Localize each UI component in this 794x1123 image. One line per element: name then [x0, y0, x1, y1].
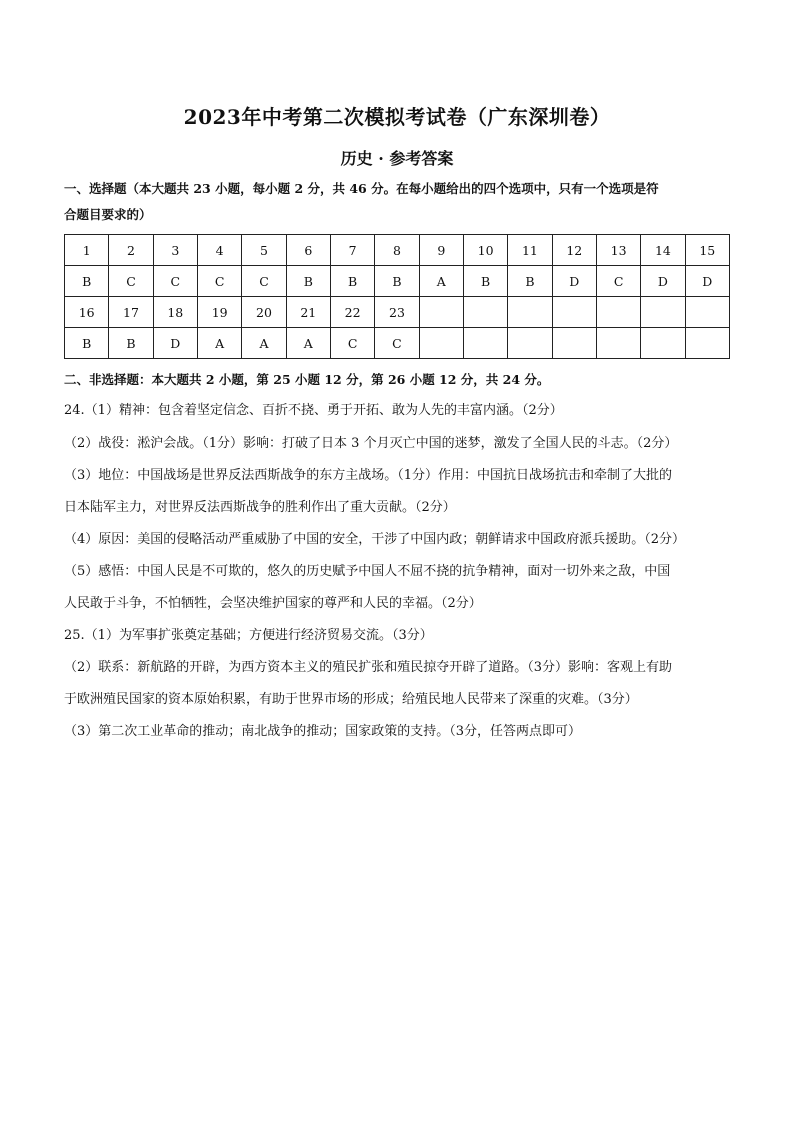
- question-number-cell: 22: [330, 297, 374, 328]
- answer-cell: B: [508, 266, 552, 297]
- question-number-cell: [685, 297, 729, 328]
- answer-cell: B: [109, 328, 153, 359]
- answer-line: 25.（1）为军事扩张奠定基础；方便进行经济贸易交流。（3分）: [64, 628, 433, 643]
- answer-row: [65, 328, 730, 359]
- answer-cell: [419, 328, 463, 359]
- answer-cell: B: [463, 266, 507, 297]
- question-number-cell: 1: [65, 235, 109, 266]
- answer-cell: D: [552, 266, 596, 297]
- answer-cell: [685, 328, 729, 359]
- question-number-cell: 7: [330, 235, 374, 266]
- answer-line: （5）感悟：中国人民是不可欺的，悠久的历史赋予中国人不屈不挠的抗争精神，面对一切外来之敌，中国: [64, 564, 671, 579]
- answer-cell: A: [197, 328, 241, 359]
- question-number-cell: 10: [463, 235, 507, 266]
- question-number-cell: [508, 297, 552, 328]
- question-number-cell: 11: [508, 235, 552, 266]
- answer-line: （2）联系：新航路的开辟，为西方资本主义的殖民扩张和殖民掠夺开辟了道路。（3分）影响：客观上有助: [64, 660, 673, 675]
- page-title: 2023年中考第二次模拟考试卷（广东深圳卷）: [183, 105, 611, 129]
- answer-line: 24.（1）精神：包含着坚定信念、百折不挠、勇于开拓、敢为人先的丰富内涵。（2分）: [64, 403, 563, 418]
- answer-cell: [596, 328, 640, 359]
- answer-cell: A: [419, 266, 463, 297]
- question-number-cell: 19: [197, 297, 241, 328]
- question-number-cell: [596, 297, 640, 328]
- question-number-cell: 6: [286, 235, 330, 266]
- answer-cell: C: [330, 328, 374, 359]
- section2-heading: 二、非选择题：本大题共 2 小题，第 25 小题 12 分，第 26 小题 12 分，共 24 分。: [64, 372, 550, 387]
- answer-cell: [641, 328, 685, 359]
- answer-cell: [552, 328, 596, 359]
- answer-cell: [508, 328, 552, 359]
- answer-line: 日本陆军主力，对世界反法西斯战争的胜利作出了重大贡献。（2分）: [64, 500, 456, 515]
- answer-cell: C: [109, 266, 153, 297]
- question-number-cell: 18: [153, 297, 197, 328]
- answer-cell: A: [242, 328, 286, 359]
- question-number-cell: [463, 297, 507, 328]
- answer-cell: B: [65, 328, 109, 359]
- answer-line: （2）战役：淞沪会战。（1分）影响：打破了日本 3 个月灭亡中国的迷梦，激发了全国人民的斗志。（2分）: [64, 436, 678, 451]
- answer-cell: B: [375, 266, 419, 297]
- question-number-cell: 20: [242, 297, 286, 328]
- question-number-cell: 16: [65, 297, 109, 328]
- answer-line: 于欧洲殖民国家的资本原始积累，有助于世界市场的形成；给殖民地人民带来了深重的灾难。（3分）: [64, 692, 638, 707]
- question-number-cell: 12: [552, 235, 596, 266]
- question-number-cell: 9: [419, 235, 463, 266]
- answer-cell: C: [153, 266, 197, 297]
- question-number-row: [65, 235, 730, 266]
- answer-line: 人民敢于斗争，不怕牺牲，会坚决维护国家的尊严和人民的幸福。（2分）: [64, 596, 482, 611]
- question-number-cell: 21: [286, 297, 330, 328]
- answer-cell: A: [286, 328, 330, 359]
- question-number-cell: [641, 297, 685, 328]
- answer-cell: D: [641, 266, 685, 297]
- question-number-cell: 2: [109, 235, 153, 266]
- answer-cell: C: [596, 266, 640, 297]
- answer-cell: C: [375, 328, 419, 359]
- question-number-cell: 4: [197, 235, 241, 266]
- question-number-cell: 5: [242, 235, 286, 266]
- question-number-cell: [419, 297, 463, 328]
- question-number-cell: [552, 297, 596, 328]
- question-number-cell: 23: [375, 297, 419, 328]
- question-number-cell: 13: [596, 235, 640, 266]
- answer-table: [64, 234, 730, 359]
- question-number-cell: 15: [685, 235, 729, 266]
- question-number-cell: 17: [109, 297, 153, 328]
- answer-cell: B: [65, 266, 109, 297]
- section1-heading-line1: 一、选择题（本大题共 23 小题，每小题 2 分，共 46 分。在每小题给出的四个选项中，只有一个选项是符: [64, 181, 659, 196]
- answer-cell: D: [153, 328, 197, 359]
- answer-cell: C: [197, 266, 241, 297]
- answer-cell: B: [330, 266, 374, 297]
- answer-cell: [463, 328, 507, 359]
- answer-cell: D: [685, 266, 729, 297]
- question-number-cell: 14: [641, 235, 685, 266]
- question-number-cell: 8: [375, 235, 419, 266]
- answer-line: （3）地位：中国战场是世界反法西斯战争的东方主战场。（1分）作用：中国抗日战场抗击和牵制了大批的: [64, 468, 673, 483]
- page-subtitle: 历史 · 参考答案: [340, 149, 454, 168]
- question-number-cell: 3: [153, 235, 197, 266]
- question-number-row: [65, 297, 730, 328]
- answer-row: [65, 266, 730, 297]
- answer-line: （4）原因：美国的侵略活动严重威胁了中国的安全，干涉了中国内政；朝鲜请求中国政府派兵援助。（2分）: [64, 532, 686, 547]
- answer-line: （3）第二次工业革命的推动；南北战争的推动；国家政策的支持。（3分，任答两点即可）: [64, 724, 582, 739]
- answer-cell: B: [286, 266, 330, 297]
- section1-heading: [64, 176, 734, 228]
- answer-cell: C: [242, 266, 286, 297]
- section1-heading-line2: 合题目要求的）: [64, 207, 152, 222]
